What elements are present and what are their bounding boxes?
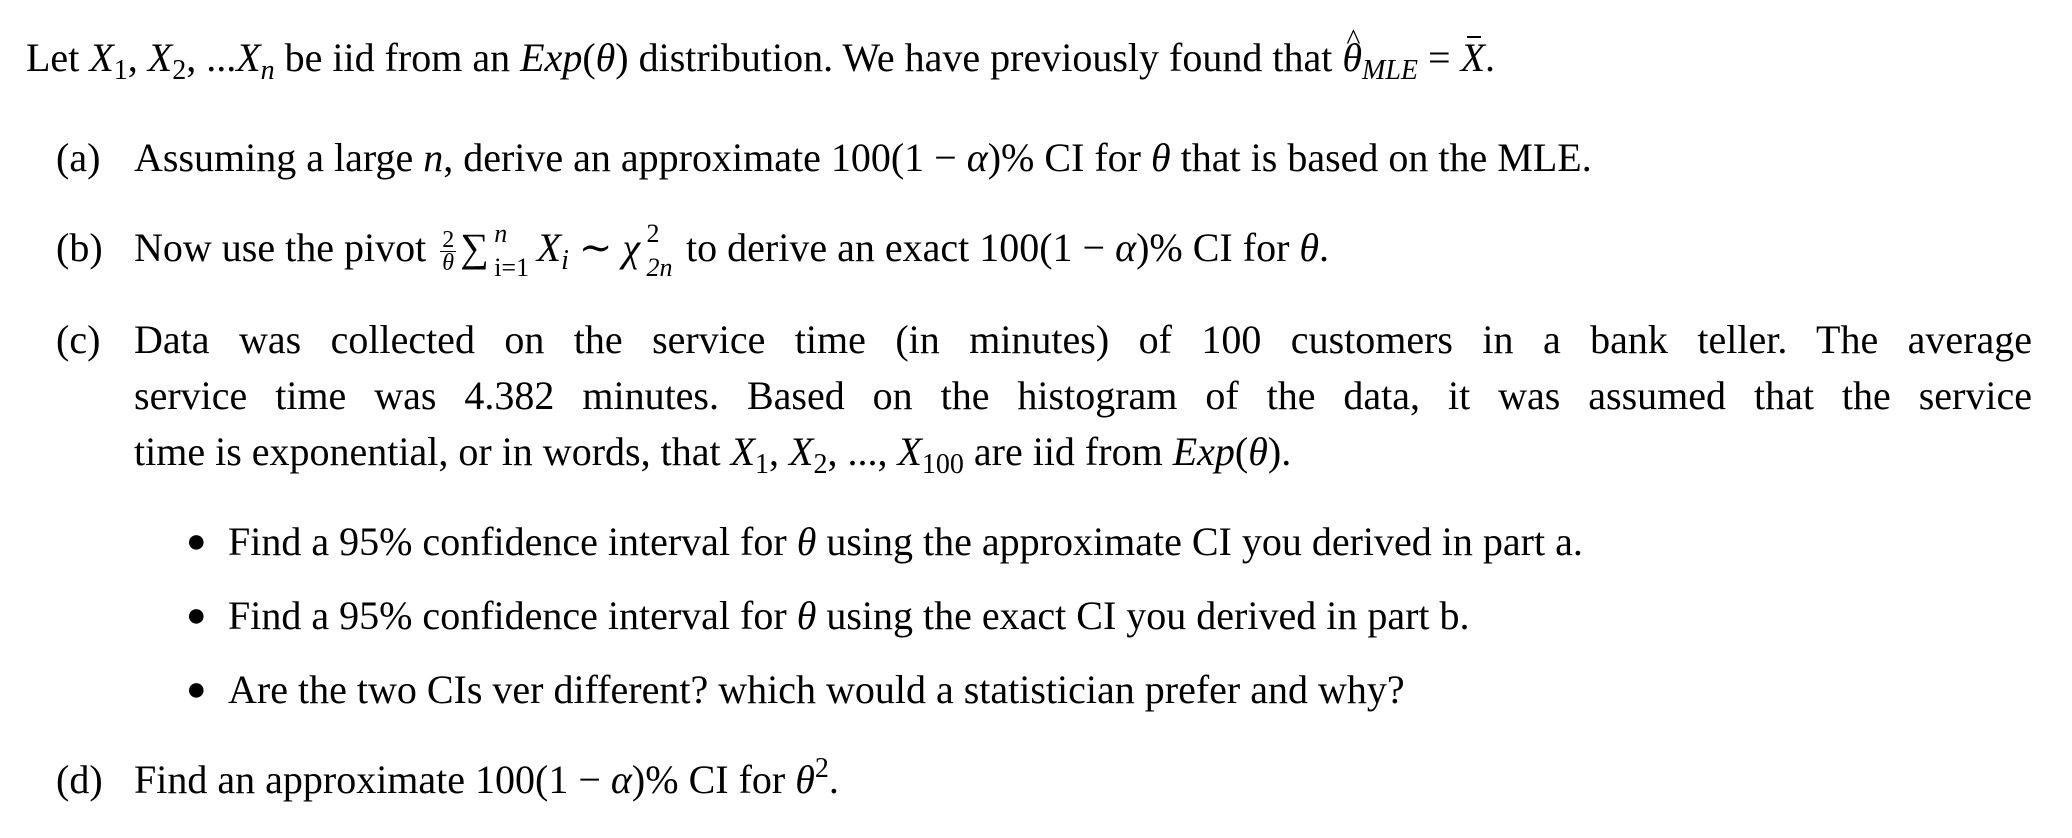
math-fraction-numerator: 2: [442, 227, 455, 254]
math-equals: =: [1418, 35, 1461, 80]
bullet-icon: ●: [186, 523, 207, 560]
math-X: X: [236, 35, 261, 80]
math-paren: ): [1267, 429, 1282, 474]
bullet-icon: ●: [186, 597, 207, 634]
math-theta: θ: [1248, 429, 1268, 474]
math-mle-sub: MLE: [1362, 55, 1418, 86]
intro-text-1: Let: [26, 35, 90, 80]
intro-line: [26, 34, 1495, 86]
math-theta: θ: [1151, 135, 1171, 180]
math-theta: θ: [595, 35, 616, 80]
math-chi-upper: 2: [646, 219, 660, 248]
math-sub: 2: [172, 55, 187, 86]
math-theta: θ: [1299, 225, 1320, 270]
math-fraction-denominator: θ: [442, 250, 455, 277]
math-paren: (: [1234, 429, 1249, 474]
part-a-text-1: Assuming a large: [134, 135, 424, 180]
math-paren: ): [615, 35, 629, 80]
math-theta-hat: ^ θ: [1342, 34, 1362, 82]
part-c-line-1: Data was collected on the service time (in minutes) of 100 customers in a bank teller. The average: [134, 317, 2032, 362]
math-sub: 1: [113, 55, 128, 86]
part-b-label: (b): [56, 225, 103, 270]
math-theta: θ: [796, 519, 817, 564]
math-sub: 2: [813, 449, 828, 480]
bullet-1-text-2: using the approximate CI you derived in part a.: [816, 519, 1583, 564]
part-d-label: (d): [56, 757, 103, 802]
part-a-text-2: , derive an approximate 100(1 −: [443, 135, 967, 180]
part-b-text-2: to derive an exact 100(1 −: [676, 225, 1116, 270]
math-n: n: [423, 135, 444, 180]
math-sub: i: [561, 245, 569, 276]
math-comma: ,: [827, 429, 848, 474]
part-c-line-3-text-3: .: [1281, 429, 1292, 474]
math-X: X: [536, 225, 562, 270]
math-comma: ,: [186, 35, 207, 80]
part-d-text-3: .: [828, 757, 839, 802]
math-dots: ...: [847, 429, 878, 474]
math-alpha: α: [610, 757, 632, 802]
part-b-text: [134, 219, 1330, 282]
math-X: X: [730, 429, 755, 474]
math-theta: θ: [796, 593, 817, 638]
math-fraction: [440, 227, 456, 277]
bullet-3-text-1: Are the two CIs ver different? which would a statistician prefer and why?: [228, 667, 1405, 712]
intro-text-3: distribution. We have previously found that: [628, 35, 1343, 80]
part-c-line-3-text-2: are iid from: [963, 429, 1173, 474]
math-exp: Exp: [520, 35, 583, 80]
math-dots: ...: [206, 35, 237, 80]
part-b-text-4: .: [1319, 225, 1330, 270]
math-sup: 2: [814, 753, 829, 784]
math-sum-lower: i=1: [494, 253, 530, 282]
bullet-item-3: [228, 666, 1405, 714]
math-X-bar: X: [1460, 35, 1485, 80]
math-comma: ,: [127, 35, 148, 80]
math-paren: (: [582, 35, 596, 80]
part-d-text-1: Find an approximate 100(1 −: [134, 757, 611, 802]
math-sub: 1: [755, 449, 769, 480]
math-X: X: [147, 35, 173, 80]
part-c-line-3: [134, 428, 1292, 480]
intro-text-4: .: [1485, 35, 1495, 80]
math-alpha: α: [966, 135, 988, 180]
math-sub: 100: [921, 449, 964, 480]
math-theta: θ: [795, 757, 815, 802]
intro-text-2: be iid from an: [274, 35, 521, 80]
part-d-text: [134, 753, 839, 804]
math-sub: n: [260, 55, 275, 86]
part-a-text-4: that is based on the MLE.: [1170, 135, 1592, 180]
math-sum-upper: n: [494, 219, 508, 248]
math-chi-lower: 2n: [646, 253, 673, 282]
part-a-text: [134, 134, 1592, 182]
part-a-text-3: )% CI for: [987, 135, 1151, 180]
part-b-text-3: )% CI for: [1136, 225, 1300, 270]
bullet-2-text-2: using the exact CI you derived in part b.: [816, 593, 1470, 638]
math-chi: χ: [622, 225, 641, 270]
part-a-label: (a): [56, 135, 101, 180]
math-sigma: ∑: [460, 225, 489, 270]
part-c-label: (c): [56, 317, 101, 362]
math-comma: ,: [877, 429, 898, 474]
math-alpha: α: [1115, 225, 1137, 270]
math-exp: Exp: [1172, 429, 1235, 474]
bullet-item-1: [228, 518, 1583, 566]
part-b-text-1: Now use the pivot: [134, 225, 437, 270]
part-c-line-3-text-1: time is exponential, or in words, that: [134, 429, 731, 474]
bullet-icon: ●: [186, 671, 207, 708]
math-X: X: [789, 429, 814, 474]
bullet-2-text-1: Find a 95% confidence interval for: [228, 593, 797, 638]
part-d-text-2: )% CI for: [631, 757, 796, 802]
math-sim: ∼: [568, 225, 623, 270]
math-comma: ,: [769, 429, 789, 474]
bullet-item-2: [228, 592, 1470, 640]
math-X: X: [897, 429, 922, 474]
part-c-line-2: service time was 4.382 minutes. Based on the histogram of the data, it was assumed that the service: [134, 373, 2032, 418]
math-chi-squared: [622, 219, 673, 282]
math-X: X: [89, 35, 114, 80]
math-summation: [460, 219, 530, 282]
bullet-1-text-1: Find a 95% confidence interval for: [228, 519, 797, 564]
